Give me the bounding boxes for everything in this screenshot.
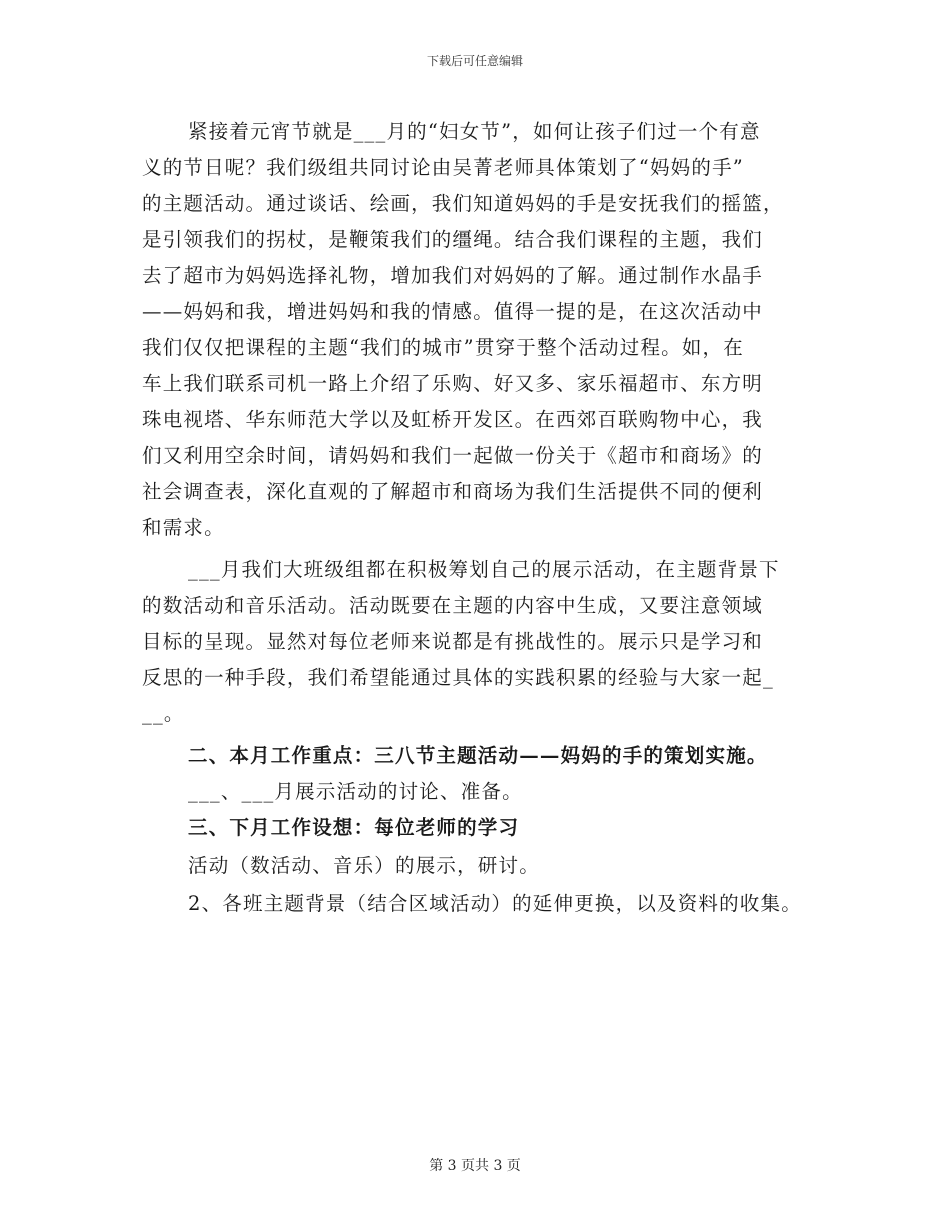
paragraph-line: 珠电视塔、华东师范大学以及虹桥开发区。在西郊百联购物中心，我 [142,408,764,431]
paragraph-line: 反思的一种手段，我们希望能通过具体的实践积累的经验与大家一起_ [142,666,774,689]
section-heading: 二、本月工作重点：三八节主题活动——妈妈的手的策划实施。 [188,744,768,767]
section-item: ___、___月展示活动的讨论、准备。 [188,780,523,803]
section-item: 活动（数活动、音乐）的展示，研讨。 [188,854,540,877]
paragraph-line: ___月我们大班级组都在积极筹划自己的展示活动，在主题背景下 [188,558,780,581]
paragraph-line: 去了超市为妈妈选择礼物，增加我们对妈妈的了解。通过制作水晶手 [142,264,764,287]
section-item: 2、各班主题背景（结合区域活动）的延伸更换，以及资料的收集。 [188,892,802,915]
paragraph-line: 我们仅仅把课程的主题“我们的城市”贯穿于整个活动过程。如，在 [142,336,744,359]
paragraph-line: 的主题活动。通过谈话、绘画，我们知道妈妈的手是安抚我们的摇篮， [142,192,784,215]
paragraph-line: 是引领我们的拐杖，是鞭策我们的缰绳。结合我们课程的主题，我们 [142,228,764,251]
paragraph-line: 车上我们联系司机一路上介绍了乐购、好又多、家乐福超市、东方明 [142,372,764,395]
paragraph-line: 们又利用空余时间，请妈妈和我们一起做一份关于《超市和商场》的 [142,444,764,467]
section-heading: 三、下月工作设想：每位老师的学习 [188,816,520,839]
paragraph-line: 社会调查表，深化直观的了解超市和商场为我们生活提供不同的便利 [142,480,764,503]
paragraph-line: 目标的呈现。显然对每位老师来说都是有挑战性的。展示只是学习和 [142,630,764,653]
paragraph-line: 的数活动和音乐活动。活动既要在主题的内容中生成，又要注意领域 [142,594,764,617]
page-footer: 第 3 页共 3 页 [429,1158,521,1174]
paragraph-line: __。 [142,702,185,725]
paragraph-line: ——妈妈和我，增进妈妈和我的情感。值得一提的是，在这次活动中 [142,300,764,323]
paragraph-line: 紧接着元宵节就是___月的“妇女节”，如何让孩子们过一个有意 [188,120,761,143]
paragraph-line: 义的节日呢？我们级组共同讨论由吴菁老师具体策划了“妈妈的手” [142,156,744,179]
page-header: 下载后可任意编辑 [426,54,523,68]
paragraph-line: 和需求。 [142,516,225,539]
